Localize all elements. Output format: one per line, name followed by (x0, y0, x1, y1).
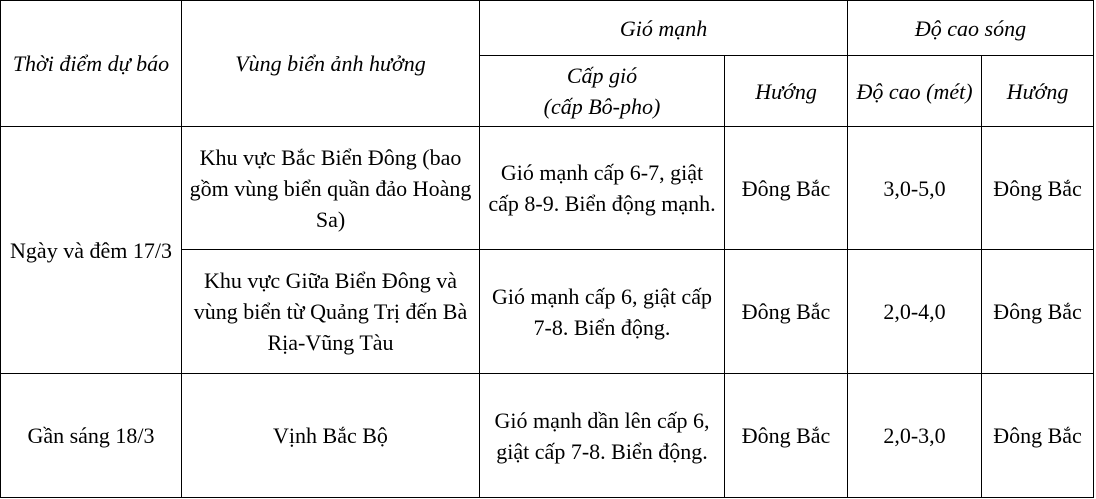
cell-time: Gần sáng 18/3 (1, 374, 182, 498)
cell-wave-height: 2,0-3,0 (848, 374, 982, 498)
header-wind-level-line1: Cấp gió (566, 63, 638, 88)
cell-wind: Gió mạnh cấp 6, giật cấp 7-8. Biển động. (480, 250, 725, 374)
header-strong-wind: Gió mạnh (480, 1, 848, 56)
header-row-1 (1, 1, 1094, 56)
cell-region: Khu vực Giữa Biển Đông và vùng biển từ Quảng Trị đến Bà Rịa-Vũng Tàu (182, 250, 480, 374)
cell-wind: Gió mạnh cấp 6-7, giật cấp 8-9. Biển động mạnh. (480, 127, 725, 250)
header-time: Thời điểm dự báo (1, 1, 182, 127)
header-wind-direction: Hướng (725, 56, 848, 127)
cell-time: Ngày và đêm 17/3 (1, 127, 182, 374)
header-wave-height: Độ cao (mét) (848, 56, 982, 127)
header-wind-level (480, 56, 725, 127)
cell-wave-direction: Đông Bắc (982, 250, 1094, 374)
cell-wave-height: 2,0-4,0 (848, 250, 982, 374)
table-row (1, 374, 1094, 498)
cell-wave-direction: Đông Bắc (982, 374, 1094, 498)
cell-wind-direction: Đông Bắc (725, 127, 848, 250)
header-wave-direction: Hướng (982, 56, 1094, 127)
cell-region: Khu vực Bắc Biển Đông (bao gồm vùng biển quần đảo Hoàng Sa) (182, 127, 480, 250)
cell-wave-height: 3,0-5,0 (848, 127, 982, 250)
header-wave-height-group: Độ cao sóng (848, 1, 1094, 56)
cell-wave-direction: Đông Bắc (982, 127, 1094, 250)
table-row (1, 127, 1094, 250)
header-region: Vùng biển ảnh hưởng (182, 1, 480, 127)
cell-region: Vịnh Bắc Bộ (182, 374, 480, 498)
cell-wind-direction: Đông Bắc (725, 374, 848, 498)
header-wind-level-line2: (cấp Bô-pho) (543, 94, 661, 119)
cell-wind-direction: Đông Bắc (725, 250, 848, 374)
cell-wind: Gió mạnh dần lên cấp 6, giật cấp 7-8. Biển động. (480, 374, 725, 498)
